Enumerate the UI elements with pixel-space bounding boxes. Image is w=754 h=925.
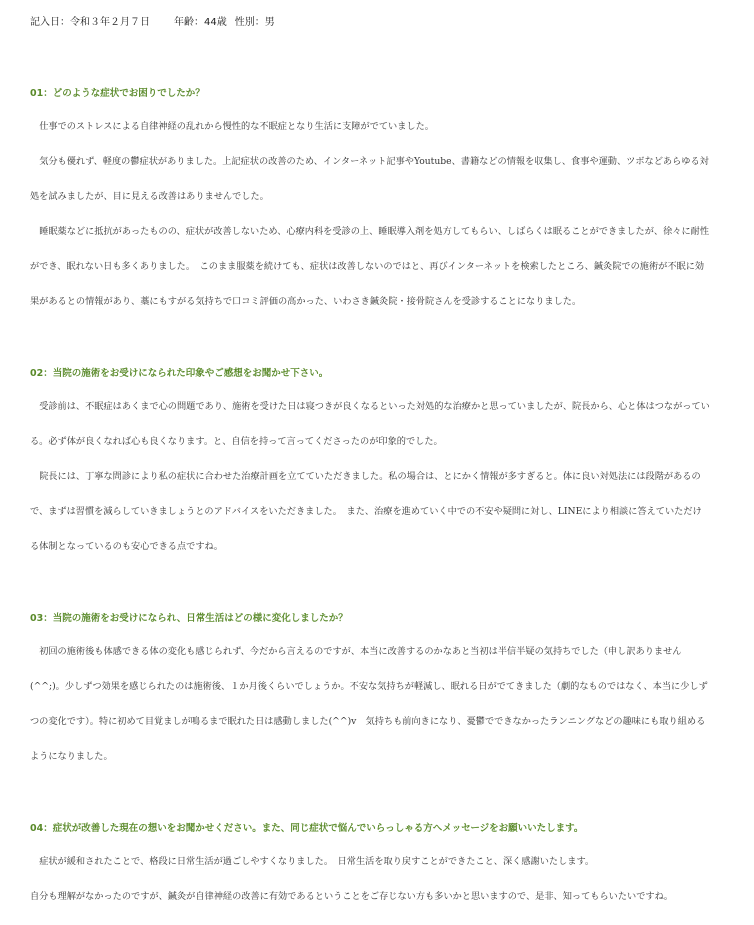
question-4-heading: 04：症状が改善した現在の想いをお聞かせください。また、同じ症状で悩んでいらっしゃる方へメッセージをお願いいたします。 [30,823,584,834]
record-gender: 性別：男 [234,17,275,28]
answer-2-paragraph-2: 院長には、丁寧な問診により私の症状に合わせた治療計画を立てていただきました。私の場合は、とにかく情報が多すぎると。体に良い対処法には段階があるので、まずは習慣を減らしていきましょうとのアドバイスをいただきました。 また、治療を進めていく中での不安や疑問に対し、LINEにより相談に答えていただける体制となっているのも安心できる点ですね。 [30,471,702,552]
answer-1-paragraph-1: 仕事でのストレスによる自律神経の乱れから慢性的な不眠症となり生活に支障がでていました。 [39,121,434,132]
question-2-heading: 02：当院の施術をお受けになられた印象やご感想をお聞かせ下さい。 [30,368,329,379]
answer-3-paragraph-1: 初回の施術後も体感できる体の変化も感じられず、今だから言えるのですが、本当に改善するのかなあと当初は半信半疑の気持ちでした（申し訳ありません(^^;)。少しずつ効果を感じられたのは施術後、１か月後くらいでしょうか。不安な気持ちが軽減し、眠れる日がでてきました（劇的なものではなく、本当に少しずつの変化です）。特に初めて目覚ましが鳴るまで眠れた日は感動しました(^^)v 気持ちも前向きになり、憂鬱でできなかったランニングなどの趣味にも取り組めるようになりました。 [30,646,708,762]
answer-1-paragraph-3: 睡眠薬などに抵抗があったものの、症状が改善しないため、心療内科を受診の上、睡眠導入剤を処方してもらい、しばらくは眠ることができましたが、徐々に耐性ができ、眠れない日も多くありました。 このまま服薬を続けても、症状は改善しないのではと、再びインターネットを検索したところ、鍼灸院での施術が不眠に効果があるとの情報があり、藁にもすがる気持ちで口コミ評価の高かった、いわさき鍼灸院・接骨院さんを受診することになりました。 [30,226,710,307]
answer-1 [30,109,710,319]
answer-3 [30,634,710,774]
answer-4 [30,844,710,914]
record-date: 記入日：令和３年２月７日 [30,17,150,28]
question-1-heading: 01：どのような症状でお困りでしたか？ [30,88,205,99]
answer-4-paragraph-2: 自分も理解がなかったのですが、鍼灸が自律神経の改善に有効であるということをご存じない方も多いかと思いますので、是非、知ってもらいたいですね。 [30,891,673,902]
record-header [30,13,275,28]
record-age: 年齢：44歳 [174,17,227,28]
answer-2-paragraph-1: 受診前は、不眠症はあくまで心の問題であり、施術を受けた日は寝つきが良くなるといった対処的な治療かと思っていましたが、院長から、心と体はつながっている。必ず体が良くなれば心も良くなります。と、自信を持って言ってくださったのが印象的でした。 [30,401,710,447]
answer-4-paragraph-1: 症状が緩和されたことで、格段に日常生活が過ごしやすくなりました。 日常生活を取り戻すことができたこと、深く感謝いたします。 [39,856,595,867]
answer-2 [30,389,710,564]
answer-1-paragraph-2: 気分も優れず、軽度の鬱症状がありました。上記症状の改善のため、インターネット記事やYoutube、書籍などの情報を収集し、食事や運動、ツボなどあらゆる対処を試みましたが、目に見える改善はありませんでした。 [30,156,709,202]
question-3-heading: 03：当院の施術をお受けになられ、日常生活はどの様に変化しましたか？ [30,613,348,624]
